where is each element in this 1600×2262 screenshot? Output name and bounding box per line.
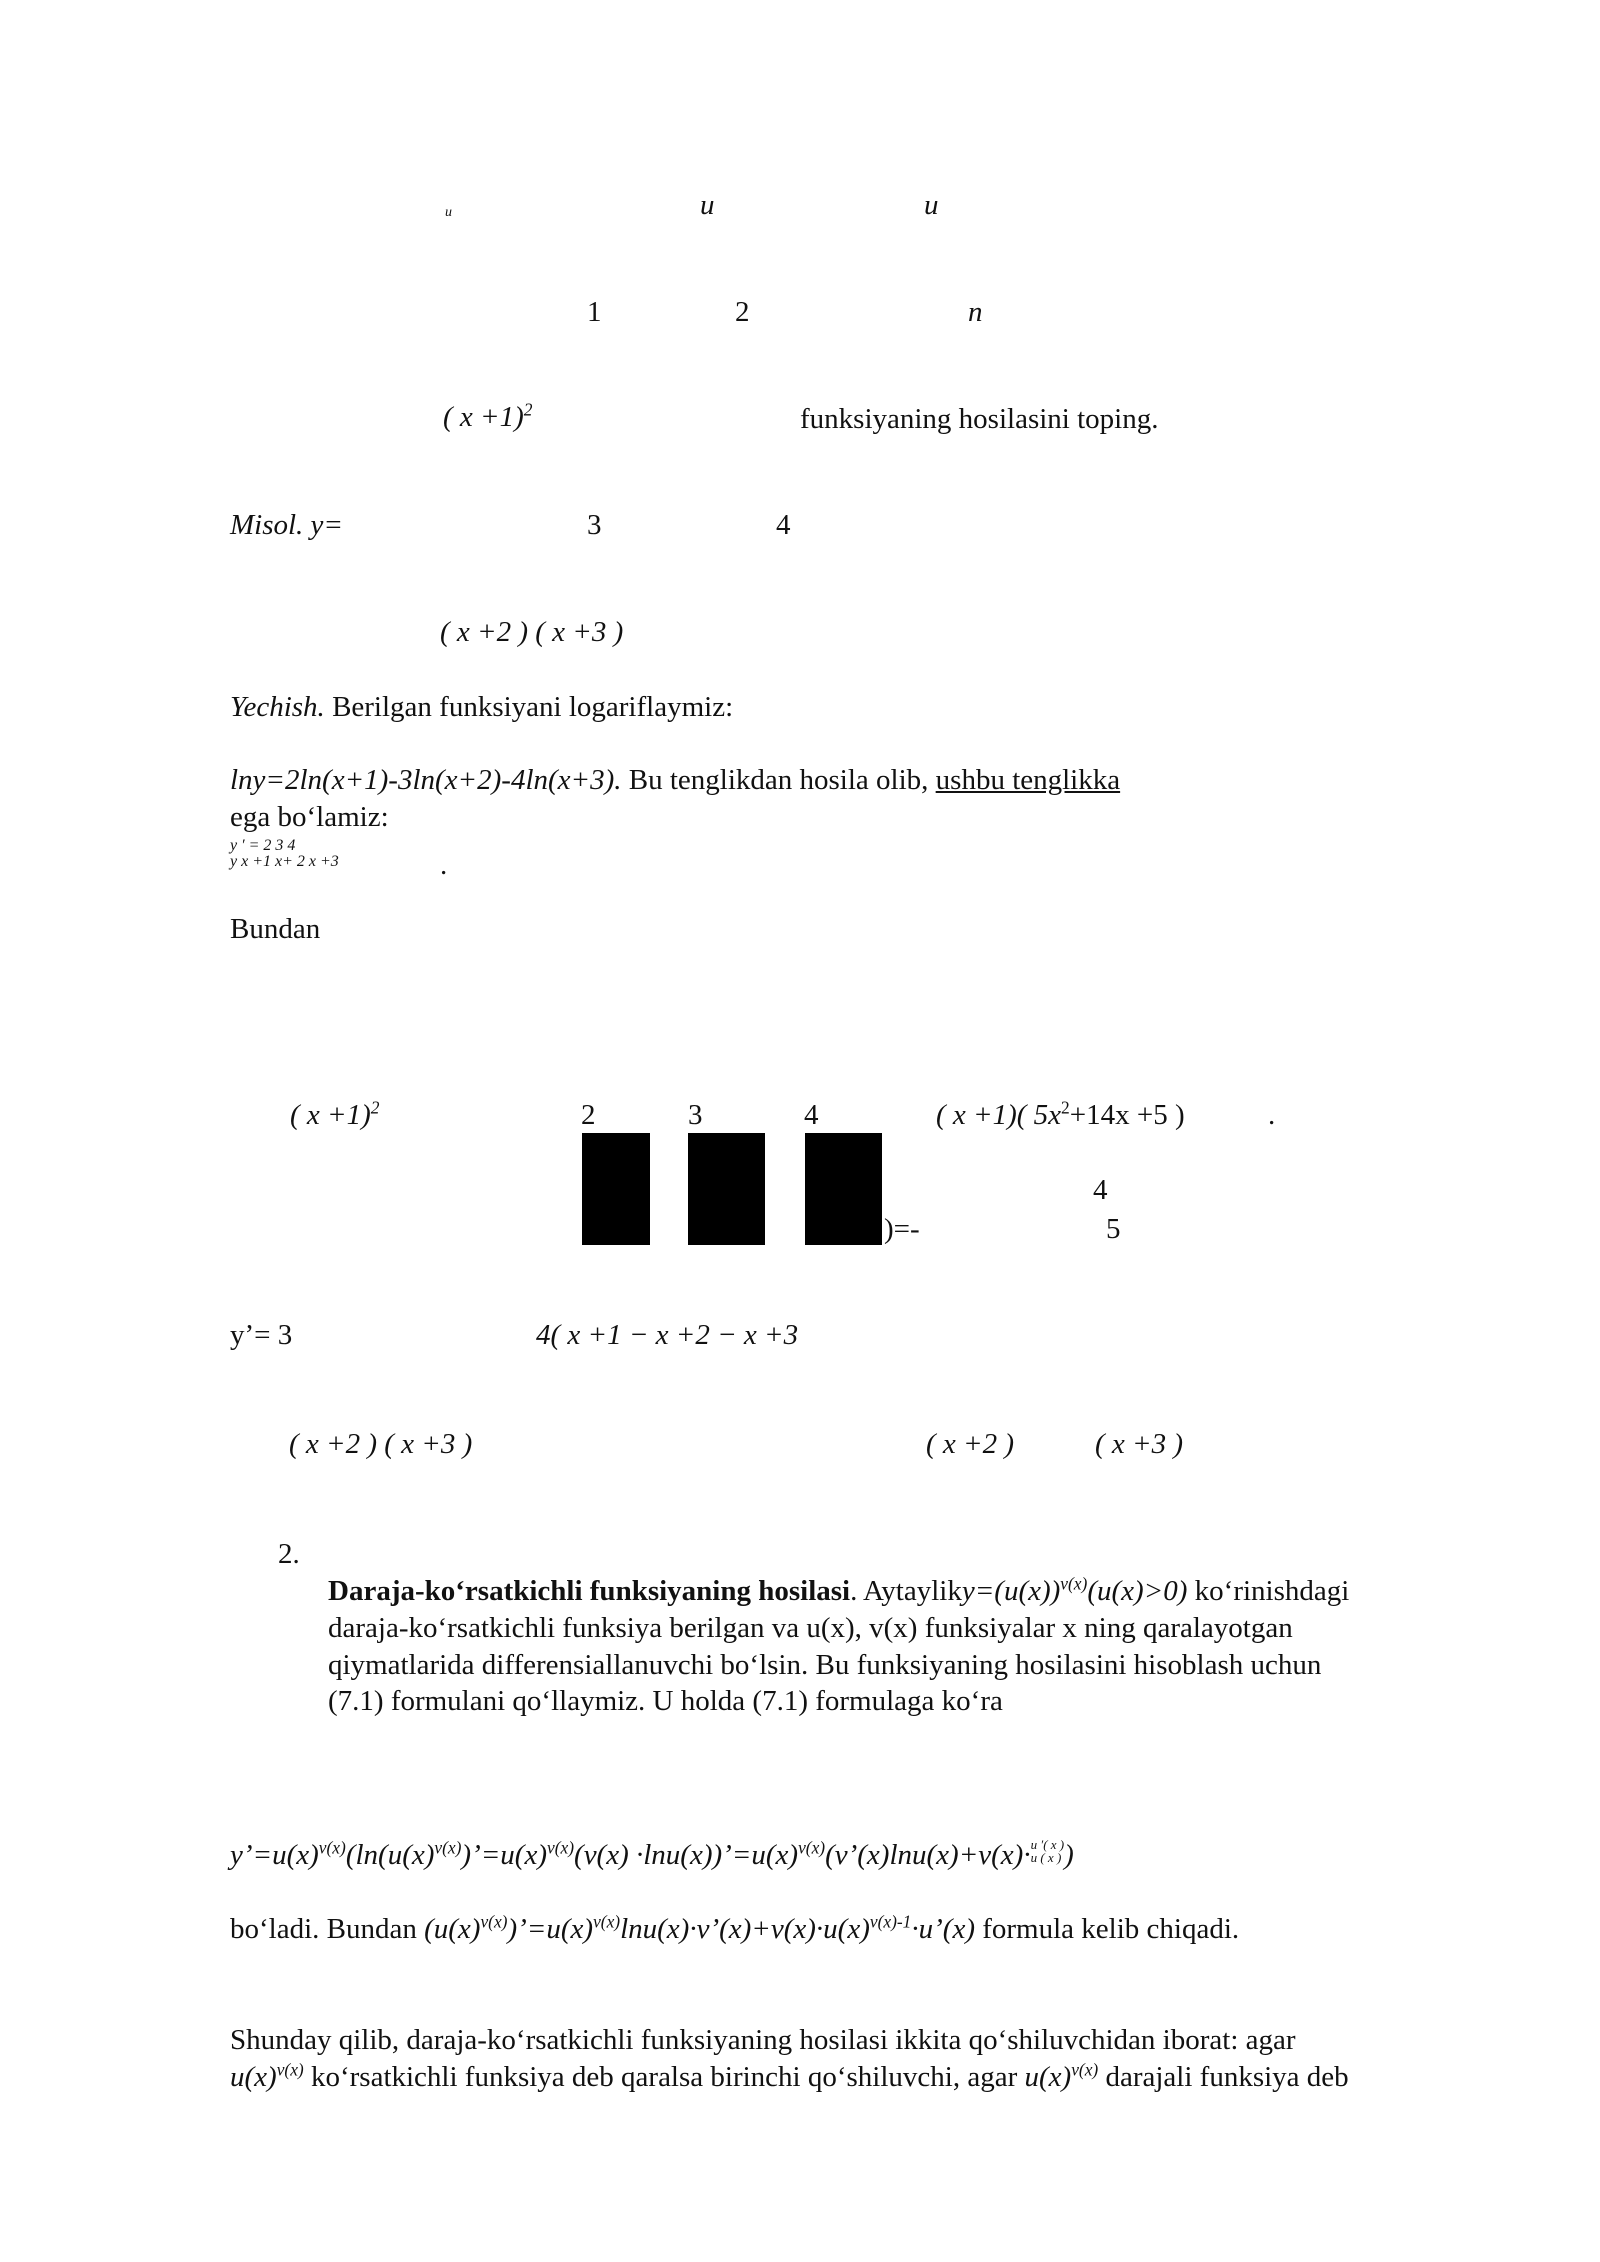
top-index-1: 1	[587, 296, 602, 328]
result-coef-3: 3	[688, 1099, 703, 1131]
example-power-4: 4	[776, 509, 791, 541]
redaction-box-1	[582, 1133, 650, 1245]
derivation-equation: $y’=u(x)^{v(x)}(\ln(u(x)^{v(x)})’=u(x)^{v(x)}(v(x)$ $\cdot\ln u(x))’=u(x)^{v(x)}(v’(x)\ln u(x)+v(x)\cdot$ u ′( x ) u ( x ) )	[230, 1837, 1074, 1871]
bundan-label: Bundan	[230, 913, 321, 945]
result-coef-4: 4	[804, 1099, 819, 1131]
top-u-small: u	[445, 205, 452, 220]
derivation-result-line: bo‘ladi. Bundan $(u(x)^{v(x)})’=u(x)^{v(x)}\ln u(x)\cdot v’(x)+v(x)\cdot u(x)^{v(x)-1}\cdot u’(x)$ formula kelib chiqadi.	[230, 1911, 1240, 1945]
top-index-n: n	[968, 296, 983, 328]
result-coef-2: 2	[581, 1099, 596, 1131]
denominator-right: ( x +3 )	[1095, 1428, 1184, 1460]
section-2-line-2: daraja-ko‘rsatkichli funksiya berilgan va u(x), v(x) funksiyalar x ning qaralayotgan	[328, 1611, 1293, 1644]
denominator-left: ( x +2 ) ( x +3 )	[289, 1428, 473, 1460]
solution-label: Yechish.	[230, 691, 325, 723]
bracket-expression: 4( x +1 − x +2 − x +3	[536, 1319, 799, 1351]
log-equation-line	[230, 763, 1120, 798]
section-2-line-4: (7.1) formulani qo‘llaymiz. U holda (7.1) formulaga ko‘ra	[328, 1685, 1003, 1718]
example-power-3: 3	[587, 509, 602, 541]
conclusion-line-1: Shunday qilib, daraja-ko‘rsatkichli funksiyaning hosilasi ikkita qo‘shiluvchidan iborat: agar	[230, 2024, 1296, 2056]
small-formula-dot: .	[440, 849, 448, 881]
section-number: 2.	[278, 1538, 300, 1570]
result-exp-4: 4	[1093, 1174, 1108, 1206]
small-derivative-formula	[230, 838, 339, 870]
top-u-3: u	[924, 189, 939, 221]
top-u-2: u	[700, 189, 715, 221]
result-end-dot: .	[1268, 1099, 1276, 1131]
small-formula-bottom: y x +1 x+ 2 x +3	[230, 853, 339, 870]
small-formula-top: y ′ = 2 3 4	[230, 837, 296, 854]
example-label: Misol. y=	[230, 509, 343, 541]
section-2-paragraph	[328, 1573, 1528, 1720]
conclusion-paragraph	[230, 2022, 1530, 2096]
underlined-phrase: ushbu tenglikka	[935, 764, 1121, 796]
top-index-2: 2	[735, 296, 750, 328]
conclusion-line-2: $u(x)^{v(x)}$ ko‘rsatkichli funksiya deb qaralsa birinchi qo‘shiluvchi, agar $u(x)^{v(x)}$ darajali funksiya deb	[230, 2059, 1349, 2093]
log-equation: lny=2ln(x+1)-3ln(x+2)-4ln(x+3).	[230, 764, 622, 796]
example-numerator: ( x +1)$^2$	[443, 399, 533, 433]
result-paren-eq: )=-	[884, 1213, 920, 1245]
result-numerator-left: ( x +1)$^2$	[290, 1097, 380, 1131]
section-heading: Daraja-ko‘rsatkichli funksiyaning hosilasi	[328, 1575, 851, 1607]
solution-line	[230, 690, 733, 725]
section-2-line-3: qiymatlarida differensiallanuvchi bo‘lsin. Bu funksiyaning hosilasini hisoblash uchun	[328, 1648, 1322, 1681]
section-2-line-1: Daraja-ko‘rsatkichli funksiyaning hosilasi. $Aytayliky=(u(x))^{v(x)}(u(x)>0)$ ko‘rinishdagi	[328, 1573, 1350, 1607]
derivation-fraction: u ′( x ) u ( x )	[1030, 1837, 1065, 1865]
derivation-result-formula: $(u(x)^{v(x)})’=u(x)^{v(x)}\ln u(x)\cdot v’(x)+v(x)\cdot u(x)^{v(x)-1}\cdot u’(x)$	[424, 1911, 975, 1945]
example-denominator: ( x +2 ) ( x +3 )	[440, 616, 624, 648]
redaction-box-2	[688, 1133, 765, 1245]
log-equation-text: Bu tenglikdan hosila olib,	[628, 764, 929, 796]
example-task: funksiyaning hosilasini toping.	[800, 403, 1159, 435]
ega-bolamiz: ega bo‘lamiz:	[230, 801, 389, 833]
redaction-box-3	[805, 1133, 882, 1245]
result-exp-5: 5	[1106, 1213, 1121, 1245]
y-prime-label: y’= 3	[230, 1319, 293, 1351]
result-numerator-right: ( x +1)( $5x^2+14x +5$ )	[936, 1097, 1185, 1131]
denominator-mid: ( x +2 )	[926, 1428, 1015, 1460]
solution-text: Berilgan funksiyani logariflaymiz:	[332, 691, 734, 723]
